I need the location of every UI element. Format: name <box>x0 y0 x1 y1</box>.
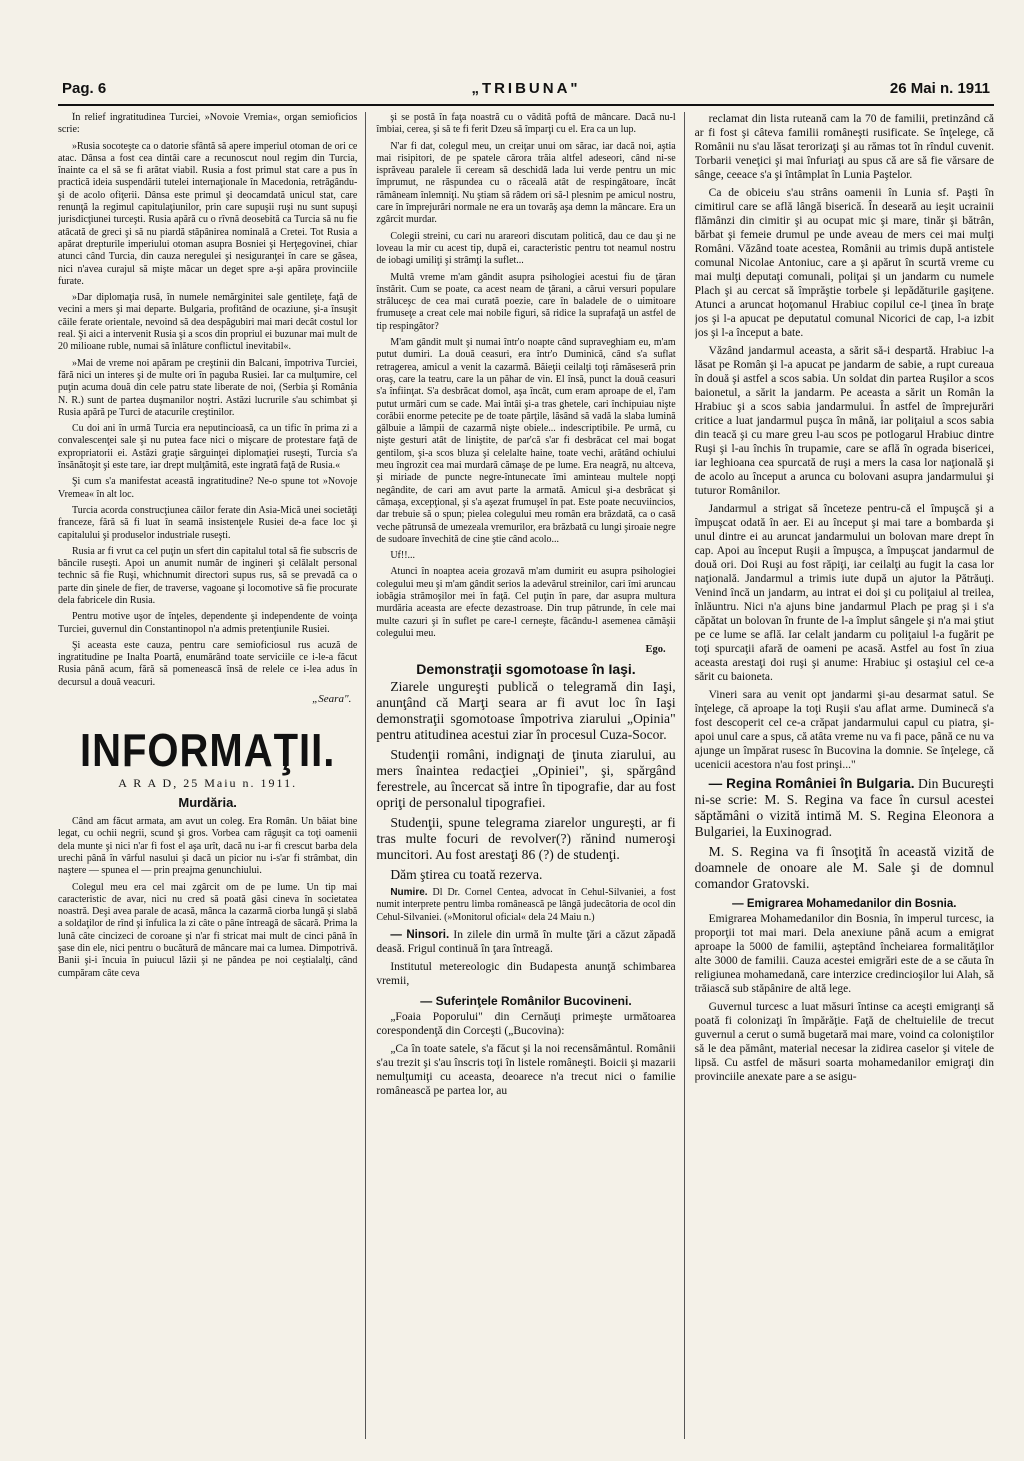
column-1 <box>58 112 366 1439</box>
article-paragraph: În relief ingratitudinea Turciei, »Novoie Vremia«, organ semioficios scrie: <box>58 112 358 136</box>
column-2 <box>376 112 684 1439</box>
news-item-text: Din Bucureşti ni-se scrie: M. S. Regina va face în cursul acestei săptămâni o vizită intimă M. S. Regina Eleonora a Bulgariei, la Euxinograd. <box>694 776 994 839</box>
article-paragraph: Pentru motive uşor de înţeles, dependente şi independente de voinţa Turciei, guvernul din Constantinopol n'a admis pretenţiunile Rusiei. <box>58 611 358 635</box>
article-paragraph: Rusia ar fi vrut ca cel puţin un sfert din capitalul total să fie subscris de băncile ruseşti. Apoi un anumit număr de ingineri şi celălalt personal technic să fie Ruşi, whichnumit directori supus rus, să se prevadă ca o parte din şinele de fier, de traverse, vagoane şi locomotive să fie procurate dela fabricele din Rusia. <box>58 545 358 606</box>
article-paragraph: Colegul meu era cel mai zgârcit om de pe lume. Un tip mai caracteristic de avar, nici nu cred să poată găsi cineva în societatea noastră. Deşi avea parale de acasă, mânca la cazarmă ciorba lungă şi slabă a soldaţilor de rînd şi înfulica la zi câte o pâne întreagă de săcară. Prima la lună câte cincizeci de coroane şi n'ar fi stricat mai mult de cinci până în şase din ele, nici pentru o bucătură de mâncare mai ca lumea. Dimpotrivă. Banii şi-i încuia în puiucul lăzii şi ne păndea pe noi ceştialalţi, când cumpăram câte ceva <box>58 881 358 979</box>
article-paragraph: Multă vreme m'am gândit asupra psihologiei acestui fiu de ţăran înstărit. Cum se poate, ca acest neam de ţărani, a cărui versuri populare străluceşc de cea mai curată poezie, care în baladele de o uimitoare frumuseţe a creat cele mai nobile figuri, să ridice la suprafaţă un astfel de tip respingător? <box>376 271 676 332</box>
article-heading: Demonstraţii sgomotoase în Iaşi. <box>416 661 636 678</box>
article-paragraph: Şi aceasta este cauza, pentru care semioficiosul rus acuză de ingratitudine pe Inalta Poartă, enumărând toate serviciile ce i-le-a făcut Rusia până acum, fără să pomenească însă de relele ce i-lea adus în decursul a două veacuri. <box>58 639 358 688</box>
author-signature: Ego. <box>645 644 666 656</box>
article-heading: — Suferinţele Românilor Bucovineni. <box>420 994 632 1009</box>
article-paragraph: M'am gândit mult şi numai într'o noapte când supraveghiam eu, m'am putut dumiri. La două ceasuri, era într'o Duminică, când s'a suflat retragerea, amicul a venit la cazarmă. Băieţii ceilalţi toţi rămăseseră prin oraş, care la teatru, care la un păhar de vin. El însă, punct la două ceasuri s'a înfiinţat. S'a desbrăcat domol, aşa încât, cum eram aproape de el, î'am putut urmări cum se cade. Mai întâi şi-a tras ghetele, cari închipuiau nişte corăbii enorme petecite pe de toate părţile, lăsând să vadă la slaba lumină gălbuie a lămpii de cazarmă nişte obiele... indescriptibile. Pe urmă, cu nişte gesturi atât de liniştite, de par'că s'ar fi desbrăcat cel mai bogat gentilom, şi-a scos bluza şi celelalte haine, toate vechi, arătând ochiului meu îngrozit cea mai murdară cămaşe de pe lume. Era neagră, nu altceva, şi miriade de puncte negre-întunecate îmi aminteau multele nopţi negândite, de cari am avut parte la armată. Amicul şi-a desbrăcat şi cămaşa, excepţional, şi s'a aşezat frumuşel în pat. Este poate necuviincios, dar trebuie să o spun; pielea colegului meu român era brăzdată, ca o casă veche pătrunsă de umezeala vremurilor, era brăzbată cu lungi şiroaie negre de sudoare învechită de cine ştie când acolo... <box>376 337 676 545</box>
news-item <box>376 928 675 956</box>
article-paragraph: Când am făcut armata, am avut un coleg. Era Român. Un băiat bine legat, cu ochii negrii, scund şi gros. Vorbea cam răguşit ca toţi oamenii dela munte şi nici n'ar fi fost el aşa urît, dacă nu i-ar fi crescut barba dela urechi până în vârful nasului şi dacă un picior nu i-s'ar fi strâmbat, din naştere — spunea el — prin preajma genunchiului. <box>58 816 358 877</box>
column-3 <box>695 112 994 1439</box>
article-paragraph: »Dar diplomaţia rusă, în numele nemărginitei sale gentileţe, faţă de vecini a mers şi mai departe. Bulgaria, profitând de ocaziune, şi-a însuşit căile ferate orientale, nevoind să dea despăgubiri mai mari decât costul lor real. Şi aici a intervenit Rusia şi a scos din propriul ei buzunar mai mult de 20 milioane ruble, numai să înlăture conflictul inevitabil«. <box>58 292 358 353</box>
news-item <box>695 776 994 840</box>
article-paragraph: Guvernul turcesc a luat măsuri întinse ca aceşti emigranţi să poată fi colonizaţi în împărăţie. Faţă de cheltuielile de trecut guvernul a cerut o sumă bugetară mai mare, voind ca coloniştilor să le dea pământ, material necesar la zidirea caselor şi vitele de lipsă. Cu astfel de măsuri soarta mohamedanilor emigraţi din provinciile anexate pare a se asigu- <box>694 1001 994 1083</box>
article-paragraph: »Rusia socoteşte ca o datorie sfântă să apere imperiul otoman de ori ce atac. Dânsa a fost cea dintâi care a recunoscut noul regim din Turcia, înainte ca el să se fi arătat viabil. Rusia a fost primul stat care a pus în practică ideia suspendării tutelei internaţionale în Macedonia, retrăgându-şi de acolo ofiţerii. Dânsa este primul şi deocamdată unicul stat, care renunţă la regimul capitulaţiunilor, prin care supuşii ruşi nu sunt supuşi jurisdicţiunei turceşti. Rusia apără cu o rîvnă deosebită ca Turcia să nu fie atâcată de greci şi să nu piardă stăpânirea nominală a Cretei. Tot Rusia a apărat drepturile imperiului otoman asupra Bosniei şi Herţegovinei, chiar atunci când Turcia, din cauza neregulei şi nesiguranţei în care se găsea, nici n'avea curajul să mişte măcar un deget spre a-şi apăra provinciile furate. <box>58 140 358 287</box>
article-paragraph: Uf!!... <box>390 550 416 562</box>
article-paragraph: N'ar fi dat, colegul meu, un creiţar unui om sărac, iar dacă noi, aştia mai risipitori, de pe spatele cărora trăia altfel adeseori, când ni-se isprăveau paralele îi ceream să deschidă lada lui verde pentru un mic împrumut, ne răspundea cu o răceală atât de respingătoare, încât rămâneam înlemniţi. Nu ştiam să râdem ori să-l plesnim pe amicul nostru, care în împrejurări normale ne era un tovarăş aşa demn la mâncare. Era un zgârcit murdar. <box>376 140 676 226</box>
issue-date: 26 Mai n. 1911 <box>889 80 990 97</box>
news-item-heading: Numire. <box>390 887 428 899</box>
article-paragraph: Ziarele ungureşti publică o telegramă din Iaşi, anunţând că Marţi seara ar fi avut loc în Iaşi demonstraţii sgomotoase împotriva ziarului „Opinia" pentru atitudinea acestui ziar în procesul Cuza-Socor. <box>376 679 676 743</box>
article-paragraph: Studenţii români, indignaţi de ţinuta ziarului, au mers înaintea redacţiei „Opiniei", şi, spărgând ferestrele, au încercat să intre în tipografie, dar au fost opriţi de personalul tipografiei. <box>376 747 676 811</box>
article-paragraph: reclamat din lista ruteană cam la 70 de familii, pretinzând că ar fi fost şi câteva familii româneşti rusificate. Se înţelege, că Românii nu s'au lăsat terorizaţi şi au rămas tot în rîndul cuvenit. Torbarii veneţici şi mai înfuriaţi au spus că are să fie vărsare de sânge, ceeace s'a şi întâmplat în Lunia Paştelor. <box>694 113 994 181</box>
article-paragraph: Jandarmul a strigat să înceteze pentru-că el împuşcă şi a împuşcat odată în aer. Ei au început şi mai tare a bombarda şi unul dintre ei au aruncat jandarmului un bolovan mare drept în cap. Apoi au început Ruşii a împuşca, a împuşcat jandarmul de două ori. Doi Ruşi au fost răpiţi, iar ceilalţi au fugit la casa lor naţională. Jandarmul a trimis iute după un ajutor la Pătrăuţi. Venind încă un jandarm, au intrat ei doi şi cu poliţaiul al treilea, înlăuntru. Nici n'a ajuns bine jandarmul Plach pe prag şi i s'a căpătat un bolovan în frunte de l-a împlut sângele şi n'a mai ştiut pe ce lume se află. Iar celalt jandarm cu poliţaiul l-a fugărit pe toţi spurcaţii afară de oameni pe acasă. Astfel au fost în ziua aceasta arestaţi doi ruşi şi anume: Hrabiuc şi ostaşiul cel ce-a sărit cu baioneta. <box>694 503 994 683</box>
newspaper-title: „TRIBUNA" <box>471 80 581 97</box>
page-header <box>58 78 994 106</box>
article-paragraph: Cu doi ani în urmă Turcia era neputincioasă, ca un tific în prima zi a convalescenţei sale şi nu putea face nici o mişcare de protestare faţă de expropriatorii ei. Astăzi graţie sârguinţei diplomaţiei ruseşti, Turcia s'a însănătoşit şi este tare, iar drept mulţămită, este ingrată faţă de Rusia.« <box>58 423 358 472</box>
article-paragraph: Atunci în noaptea aceia grozavă m'am dumirit eu asupra psihologiei colegului meu şi m'am gândit serios la adevărul streinilor, cari îmi aruncau iobăgia strămoşilor mei în faţă. Cel puţin în pare, dar asupra multura murdăria aceasta are efecte dezastroase. Din trup pătrunde, în cele mai multe cazuri şi în suflet pe care-l cerneşte, făcându-l asemenea cămăşii colegului meu. <box>376 566 676 639</box>
article-paragraph: Şi cum s'a manifestat această ingratitudine? Ne-o spune tot »Novoje Vremea« în alt loc. <box>58 476 358 500</box>
article-paragraph: Văzând jandarmul aceasta, a sărit să-i despartă. Hrabiuc l-a lăsat pe Român şi l-a apucat pe jandarm de sabie, a rupt cureaua în două şi astfel a scos sabia. Un soldat din partea Ruşilor a scos baionetul, a sărit la jandarm. Pe aceasta a sărit un Român la Hrabiuc şi a scos sabia jandarmului. În astfel de împrejurări critice a luat jandarmul puşca în mână, iar poliţaiul a scos sabia din teacă şi cu mare greu l-au scos pe potlogarul Hrabiuc dintre Ruşi şi l-au închis în trupamie, care se află în ograda bisericei, iar leghioana cea spurcată de ruşi a mers la casa lor naţională şi de acolo au început a arunca cu bolovani asupra jandarmului şi tuturor Românilor. <box>694 345 994 497</box>
article-paragraph: Turcia acorda construcţiunea căilor ferate din Asia-Mică unei societăţi franceze, fără să fi luat în seamă insistenţele Rusiei de-a face loc şi capitalului şi produselor industriale ruseşti. <box>58 504 358 541</box>
page-number: Pag. 6 <box>62 80 107 97</box>
article-heading: Murdăria. <box>178 795 237 811</box>
article-paragraph: Dăm ştirea cu toată rezerva. <box>390 867 543 883</box>
section-heading-informatii: INFORMAŢII. <box>79 725 336 777</box>
news-item-text: Dl Dr. Cornel Centea, advocat în Cehul-Silvaniei, a fost numit interprete pentru limba românească pe lângă judecătoria de ocol din Cehul-Silvaniei. (»Monitorul oficial« dela 24 Maiu n.) <box>376 887 676 923</box>
article-paragraph: „Foaia Poporului" din Cernăuţi primeşte următoarea corespondenţă din Corceşti („Bucovina): <box>376 1011 676 1038</box>
news-item-heading: — Regina României în Bulgaria. <box>708 776 915 791</box>
article-paragraph: »Mai de vreme noi apăram pe creştinii din Balcani, împotriva Turciei, fără nici un interes şi de multe ori în paguba Rusiei. Iar ca mulţumire, cel puţin acuma două din cele patru state liberate de noi, (Serbia şi România N. R.) sunt de partea duşmanilor noştri. Astăzi lucrurile s'au schimbat şi Rusia apără pe Turci de atacurile creştinilor. <box>58 357 358 418</box>
dateline: A R A D, 25 Maiu n. 1911. <box>118 776 298 791</box>
article-source: „Seara". <box>312 693 352 706</box>
article-paragraph: Emigrarea Mohamedanilor din Bosnia, în imperul turcesc, ia proporţii tot mai mari. Dela anexiune până acum a emigrat aproape la 5000 de familii, aşteptând încheiarea formalităţilor alte 3000 de familii. Cauza acestei emigrări este de a se căuta în religiunea mohamedană, care interzice credincioşilor lui Alah, să trăiască sub stăpânire de altă lege. <box>694 913 994 995</box>
news-item <box>376 887 675 924</box>
article-paragraph: „Ca în toate satele, s'a făcut şi la noi recensământul. Românii s'au trezit şi s'au înscris toţi în listele româneşti. Boicii şi mazarii nemulţumiţi cu aceasta, deoarece n'a trecut nici o familie românească pe partea lor, au <box>376 1043 676 1098</box>
article-paragraph: şi se postă în faţa noastră cu o vădită poftă de mâncare. Dacă nu-l îmbiai, cerea, şi să te fi ferit Dzeu să împarţi cu el. Era ca un lup. <box>376 112 676 136</box>
article-paragraph: Ca de obiceiu s'au strâns oamenii în Lunia sf. Paşti în cimitirul care se află lângă biserică. În deseară au ieşit ucrainii flămânzi din cimitir şi au ocupat mic şi mare, tinăr şi bătrân, bărbat şi femeie drumul pe unde aveau de mers cei mai mulţi Români. Văzând toate acestea, Românii au trimis după antistele comunal Nicolae Antoniuc, care a şi apărut în scurtă vreme cu mai mulţi deputaţi comunali, poliţai şi un jandarm cu numele Plach şi au cercat să împrăştie torbele şi lepădăturile gaşiţene. Atunci a aruncat hoţomanul Hrabiuc copilul ce-l ţinea în braţe jos şi l-a apucat pe deputatul comunal Nicorici de cap, l-a izbit jos şi l-a început a bate. <box>694 187 994 339</box>
article-paragraph: Colegii streini, cu cari nu arareori discutam politică, dau ce dau şi ne loveau la mir cu acest tip, după ei, caracteristic pentru tot neamul nostru de iobagi umiliţi şi strâmţi la suflet... <box>376 230 676 267</box>
article-paragraph: Studenţii, spune telegrama ziarelor ungureşti, ar fi tras multe focuri de revolver(?) rănind numeroşi muncitori. Au fost arestaţi 86 (?) de studenţi. <box>376 815 676 863</box>
article-heading: — Emigrarea Mohamedanilor din Bosnia. <box>732 898 957 910</box>
article-paragraph: M. S. Regina va fi însoţită în această vizită de doamnele de onoare ale M. Sale şi de domnul comandor Gratovski. <box>694 844 994 891</box>
article-paragraph: Institutul metereologic din Budapesta anunţă schimbarea vremii, <box>376 961 676 988</box>
news-item-text: In zilele din urmă în multe ţări a căzut zăpadă deasă. Frigul continuă în ţara întreagă. <box>376 929 676 956</box>
news-item-heading: — Ninsori. <box>390 929 450 942</box>
article-paragraph: Vineri sara au venit opt jandarmi şi-au desarmat satul. Se înţelege, că aproape la toţi Ruşii s'au aflat arme. Duminecă s'a fost descoperit cel ce-a crăpat jandarmului capul cu piatra, şi-apoi unul care a spus, că atâta vreme nu va fi pace, până ce nu va ajunge un împărat rusesc în Bucovina la domnie. Se înţelege, că ucenicii acestora n'au fost prinşi..." <box>694 689 994 771</box>
